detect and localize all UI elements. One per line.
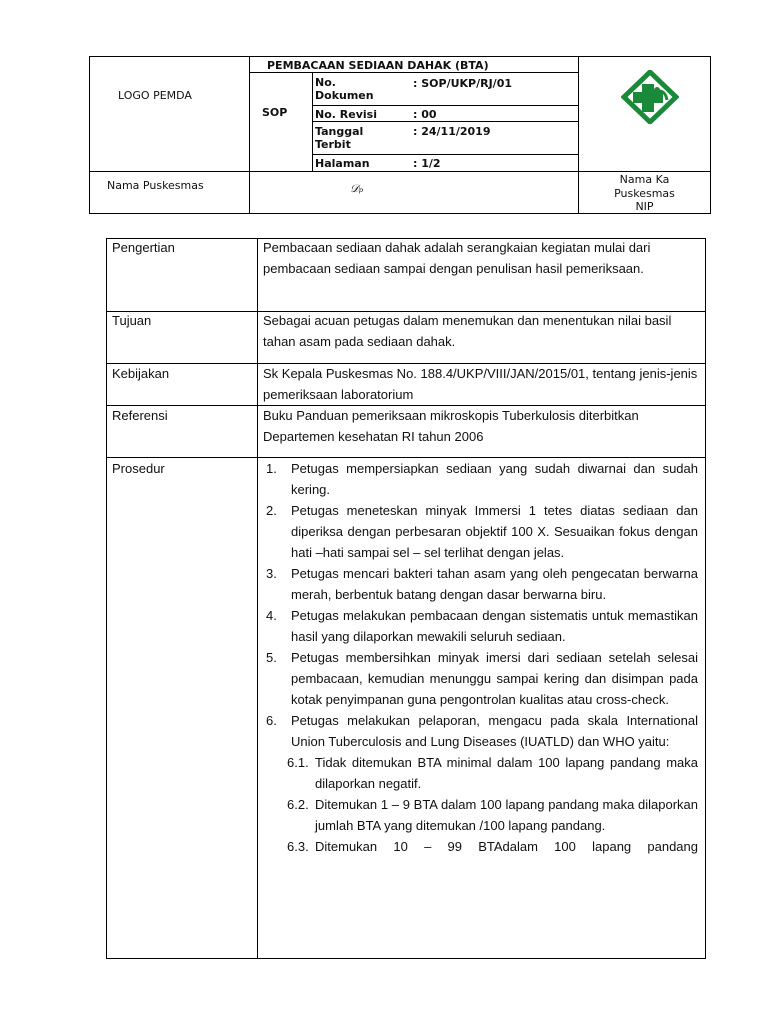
- head-of-puskesmas-line2: Puskesmas: [614, 187, 675, 200]
- prosedur-label: Prosedur: [112, 461, 165, 476]
- step-text: Petugas mempersiapkan sediaan yang sudah diwarnai dan sudah kering.: [291, 461, 698, 497]
- step-number: 4.: [266, 608, 277, 623]
- puskesmas-name-label: Nama Puskesmas: [107, 179, 204, 192]
- issue-date-value: : 24/11/2019: [413, 125, 491, 138]
- revision-value: : 00: [413, 108, 437, 121]
- step-text: Petugas mencari bakteri tahan asam yang oleh pengecatan berwarna merah, berbentuk batang dengan dasar berwarna biru.: [291, 566, 698, 602]
- sub-list-item: [262, 794, 698, 836]
- substep-text: Ditemukan 1 – 9 BTA dalam 100 lapang pandang maka dilaporkan jumlah BTA yang ditemukan /100 lapang pandang.: [315, 797, 698, 833]
- doc-number-label: No. Dokumen: [315, 76, 374, 102]
- tujuan-text: Sebagai acuan petugas dalam menemukan dan menentukan nilai basil tahan asam pada sediaan dahak.: [263, 313, 672, 349]
- substep-text: Tidak ditemukan BTA minimal dalam 100 lapang pandang maka dilaporkan negatif.: [315, 755, 698, 791]
- referensi-label: Referensi: [112, 408, 168, 423]
- step-text: Petugas melakukan pelaporan, mengacu pada skala International Union Tuberculosis and Lung Diseases (IUATLD) dan WHO yaitu:: [291, 713, 698, 749]
- list-item: [262, 458, 698, 500]
- list-item: [262, 605, 698, 647]
- page-value: : 1/2: [413, 157, 441, 170]
- sub-list-item: [262, 752, 698, 794]
- list-item: [262, 710, 698, 752]
- step-text: Petugas membersihkan minyak imersi dari sediaan setelah selesai pembacaan, kemudian menunggu sampai kering dan disimpan pada kotak penyimpanan guna pengontrolan kualitas atau cross-check.: [291, 650, 698, 707]
- substep-number: 6.1.: [287, 755, 309, 770]
- head-of-puskesmas-line1: Nama Ka: [619, 173, 670, 186]
- list-item: [262, 647, 698, 710]
- pengertian-label: Pengertian: [112, 240, 175, 255]
- step-number: 5.: [266, 650, 277, 665]
- kebijakan-label: Kebijakan: [112, 366, 170, 381]
- logo-pemda-placeholder: LOGO PEMDA: [118, 89, 192, 102]
- step-number: 1.: [266, 461, 277, 476]
- step-text: Petugas meneteskan minyak Immersi 1 tetes diatas sediaan dan diperiksa dengan perbesaran objektif 100 X. Sesuaikan fokus dengan hati –hati sampai sel – sel terlihat dengan jelas.: [291, 503, 698, 560]
- list-item: [262, 500, 698, 563]
- pengertian-text: Pembacaan sediaan dahak adalah serangkaian kegiatan mulai dari pembacaan sediaan sampai dengan penulisan hasil pemeriksaan.: [263, 240, 651, 276]
- prosedur-steps-list: [262, 458, 698, 857]
- referensi-text: Buku Panduan pemeriksaan mikroskopis Tuberkulosis diterbitkan Departemen kesehatan RI tahun 2006: [263, 408, 639, 444]
- head-of-puskesmas-nip: NIP: [635, 200, 654, 213]
- substep-number: 6.2.: [287, 797, 309, 812]
- step-number: 6.: [266, 713, 277, 728]
- step-number: 2.: [266, 503, 277, 518]
- substep-text: Ditemukan 10 – 99 BTAdalam 100 lapang pandang: [315, 839, 698, 854]
- document-title: PEMBACAAN SEDIAAN DAHAK (BTA): [267, 59, 489, 72]
- substep-number: 6.3.: [287, 839, 309, 854]
- page-label: Halaman: [315, 157, 370, 170]
- doc-number-value: : SOP/UKP/RJ/01: [413, 77, 513, 90]
- sub-list-item: [262, 836, 698, 857]
- sop-label: SOP: [262, 106, 288, 119]
- step-number: 3.: [266, 566, 277, 581]
- tujuan-label: Tujuan: [112, 313, 152, 328]
- issue-date-label: Tanggal Terbit: [315, 125, 364, 151]
- puskesmas-logo-icon: [621, 70, 679, 124]
- signature: 𝒟ₚ: [350, 182, 364, 195]
- step-text: Petugas melakukan pembacaan dengan sistematis untuk memastikan hasil yang dilaporkan mewakili seluruh sediaan.: [291, 608, 698, 644]
- revision-label: No. Revisi: [315, 108, 377, 121]
- kebijakan-text: Sk Kepala Puskesmas No. 188.4/UKP/VIII/JAN/2015/01, tentang jenis-jenis pemeriksaan laboratorium: [263, 366, 698, 402]
- list-item: [262, 563, 698, 605]
